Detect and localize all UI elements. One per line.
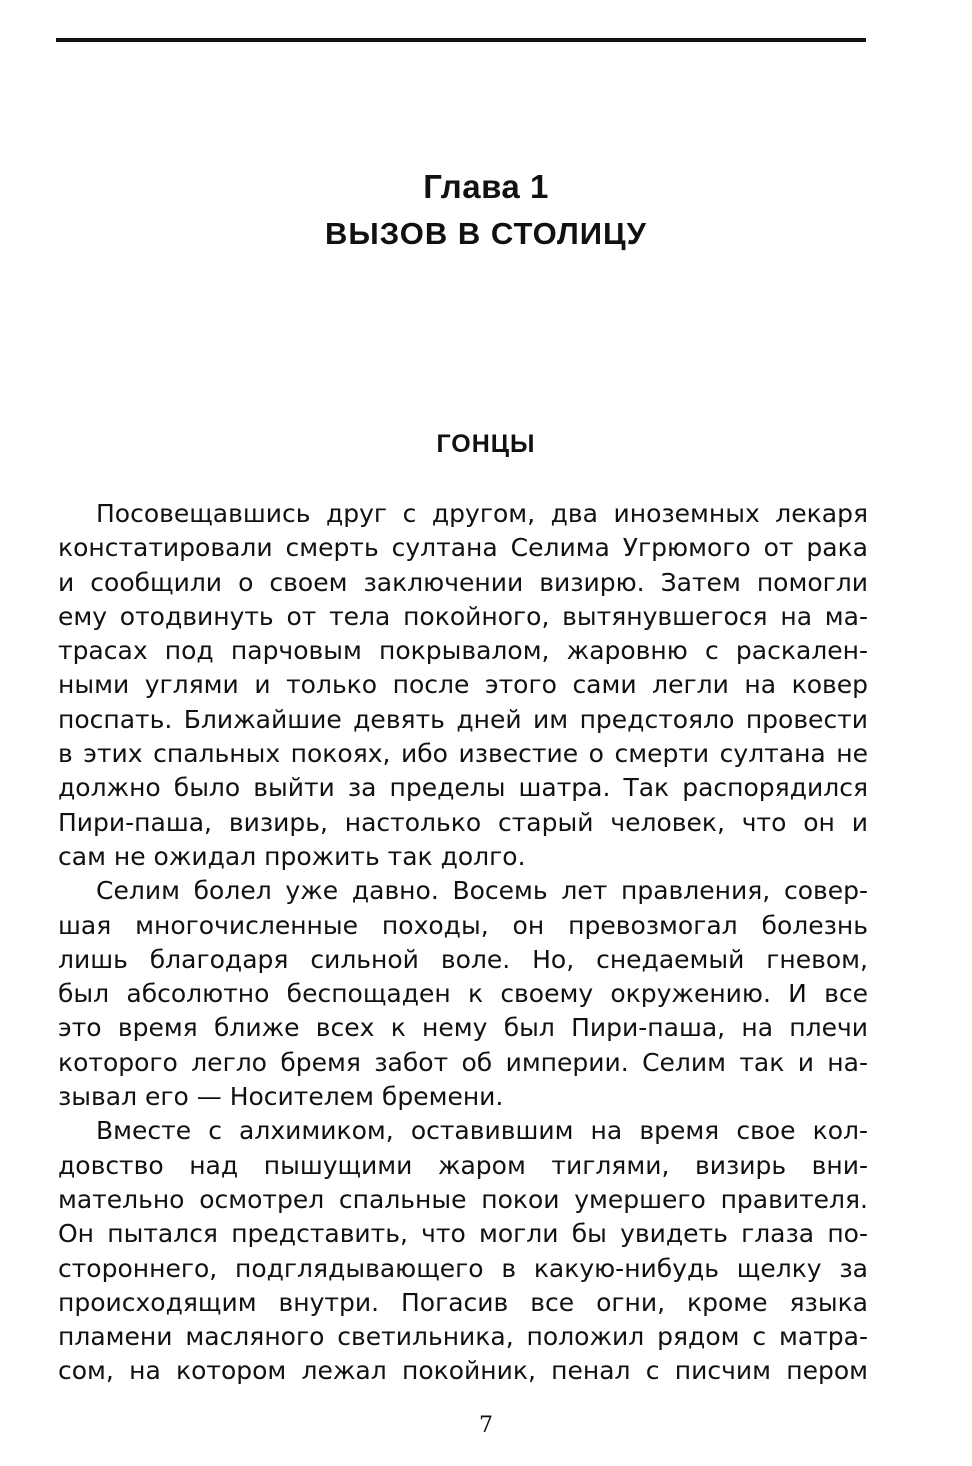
text-line: лишь благодаря сильной воле. Но, снедаемый гневом, bbox=[58, 944, 868, 974]
text-line: Селим болел уже давно. Восемь лет правления, совер- bbox=[96, 876, 868, 906]
text-line: поспать. Ближайшие девять дней им предстояло провести bbox=[58, 704, 868, 734]
text-line: стороннего, подглядывающего в какую-нибудь щелку за bbox=[58, 1253, 868, 1283]
text-line: происходящим внутри. Погасив все огни, кроме языка bbox=[58, 1287, 868, 1317]
text-line: был абсолютно беспощаден к своему окружению. И все bbox=[58, 979, 868, 1009]
page-number: 7 bbox=[479, 1413, 493, 1438]
text-line: которого легло бремя забот об империи. Селим так и на- bbox=[58, 1047, 868, 1077]
text-line: пламени масляного светильника, положил рядом с матра- bbox=[58, 1322, 868, 1352]
text-line: ными углями и только после этого сами легли на ковер bbox=[58, 670, 868, 700]
text-line: Он пытался представить, что могли бы увидеть глаза по- bbox=[58, 1219, 868, 1249]
top-rule bbox=[56, 38, 866, 42]
text-line: зывал его — Носителем бремени. bbox=[58, 1082, 504, 1112]
text-line: сом, на котором лежал покойник, пенал с писчим пером bbox=[58, 1356, 868, 1386]
text-line: Вместе с алхимиком, оставившим на время свое кол- bbox=[96, 1116, 868, 1146]
text-line: трасах под парчовым покрывалом, жаровню с раскален- bbox=[58, 636, 868, 666]
body-text bbox=[58, 497, 868, 1389]
text-line: это время ближе всех к нему был Пири-паша, на плечи bbox=[58, 1013, 868, 1043]
text-line: Пири-паша, визирь, настолько старый человек, что он и bbox=[58, 807, 868, 837]
section-title: ГОНЦЫ bbox=[436, 430, 536, 458]
text-line: сам не ожидал прожить так долго. bbox=[58, 841, 526, 871]
text-line: в этих спальных покоях, ибо известие о смерти султана не bbox=[58, 739, 868, 769]
text-line: шая многочисленные походы, он превозмогал болезнь bbox=[58, 910, 868, 940]
text-line: констатировали смерть султана Селима Угрюмого от рака bbox=[58, 533, 868, 563]
text-line: довство над пышущими жаром тиглями, визирь вни- bbox=[58, 1150, 868, 1180]
text-line: должно было выйти за пределы шатра. Так распорядился bbox=[58, 773, 868, 803]
text-line: мательно осмотрел спальные покои умершего правителя. bbox=[58, 1184, 868, 1214]
text-line: и сообщили о своем заключении визирю. Затем помогли bbox=[58, 567, 868, 597]
chapter-title: ВЫЗОВ В СТОЛИЦУ bbox=[325, 216, 647, 251]
chapter-number: Глава 1 bbox=[423, 168, 549, 205]
text-line: Посовещавшись друг с другом, два иноземных лекаря bbox=[96, 499, 868, 528]
text-line: ему отодвинуть от тела покойного, вытянувшегося на ма- bbox=[58, 601, 868, 631]
